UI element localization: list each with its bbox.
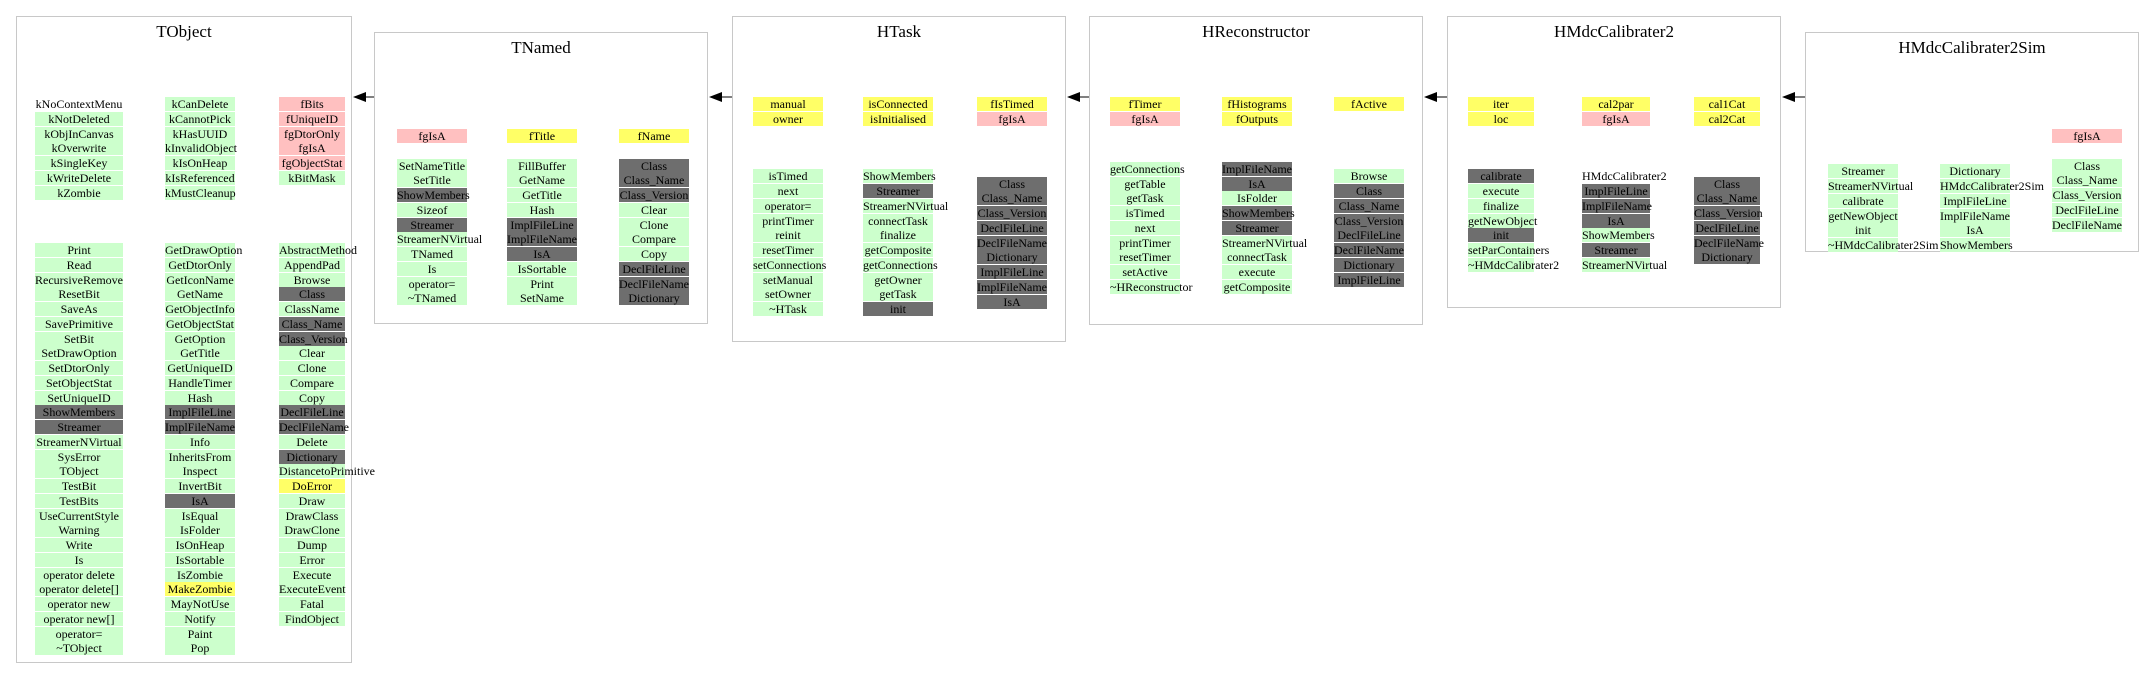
member-pop: Pop bbox=[165, 641, 235, 655]
inheritance-arrowhead bbox=[709, 92, 722, 102]
member-dictionary: Dictionary bbox=[619, 291, 689, 305]
member-operator-new: operator new[] bbox=[35, 612, 123, 626]
member-isa: IsA bbox=[977, 295, 1047, 309]
class-box-hmdccalibrater2sim bbox=[1805, 32, 2139, 252]
member-fgisa: fgIsA bbox=[397, 129, 467, 143]
member-next: next bbox=[753, 184, 823, 198]
member-connecttask: connectTask bbox=[863, 214, 933, 228]
member-class-version: Class_Version bbox=[977, 206, 1047, 221]
member-distancetoprimitive: DistancetoPrimitive bbox=[279, 464, 375, 479]
member-getobjectstat: GetObjectStat bbox=[166, 316, 234, 331]
member-class: Class bbox=[619, 159, 689, 173]
member-getname: GetName bbox=[165, 287, 235, 301]
member-getname: GetName bbox=[507, 173, 577, 187]
member-dictionary: Dictionary bbox=[1694, 250, 1760, 264]
member-streamer: Streamer bbox=[397, 218, 467, 232]
member-tobject: TObject bbox=[35, 464, 123, 478]
member-implfilename: ImplFileName bbox=[1582, 198, 1652, 213]
member-iter: iter bbox=[1468, 97, 1534, 111]
member-class: Class bbox=[1334, 184, 1404, 198]
member-clear: Clear bbox=[619, 203, 689, 217]
member-setparcontainers: setParContainers bbox=[1468, 243, 1550, 258]
member-findobject: FindObject bbox=[279, 612, 345, 626]
member-resettimer: resetTimer bbox=[753, 243, 823, 257]
member-knotdeleted: kNotDeleted bbox=[35, 112, 123, 126]
member-class-version: Class_Version bbox=[1694, 206, 1763, 221]
member-getcomposite: getComposite bbox=[864, 243, 932, 258]
member-class-version: Class_Version bbox=[1334, 213, 1404, 228]
member-dictionary: Dictionary bbox=[1940, 164, 2010, 178]
member-execute: Execute bbox=[279, 568, 345, 582]
member-compare: Compare bbox=[279, 376, 345, 390]
member-fbits: fBits bbox=[279, 97, 345, 111]
class-title: HReconstructor bbox=[1202, 22, 1310, 41]
member-gettask: getTask bbox=[1110, 191, 1180, 205]
member-geticonname: GetIconName bbox=[166, 272, 234, 287]
member-declfilename: DeclFileName bbox=[279, 420, 349, 435]
member-reinit: reinit bbox=[753, 228, 823, 242]
member-showmembers: ShowMembers bbox=[863, 169, 936, 184]
member-streamernvirtual: StreamerNVirtual bbox=[1828, 179, 1914, 194]
member-showmembers: ShowMembers bbox=[1222, 206, 1295, 221]
member-syserror: SysError bbox=[35, 450, 123, 464]
class-title: TNamed bbox=[511, 38, 571, 57]
member-declfilename: DeclFileName bbox=[2052, 217, 2122, 232]
member-inspect: Inspect bbox=[165, 464, 235, 478]
member-ftimer: fTimer bbox=[1110, 97, 1180, 111]
member-fatal: Fatal bbox=[279, 597, 345, 611]
member-streamernvirtual: StreamerNVirtual bbox=[36, 434, 122, 449]
member-compare: Compare bbox=[619, 232, 689, 246]
member-implfilename: ImplFileName bbox=[1222, 161, 1292, 176]
member-implfilename: ImplFileName bbox=[1940, 208, 2010, 223]
member-getconnections: getConnections bbox=[863, 257, 938, 272]
member-showmembers: ShowMembers bbox=[1582, 228, 1655, 243]
member-implfileline: ImplFileLine bbox=[1940, 194, 2010, 208]
member-fgisa: fgIsA bbox=[977, 112, 1047, 126]
member-koverwrite: kOverwrite bbox=[35, 141, 123, 155]
member-class-name: Class_Name bbox=[2052, 173, 2122, 187]
member-streamer: Streamer bbox=[863, 184, 933, 198]
member-streamernvirtual: StreamerNVirtual bbox=[1582, 257, 1668, 272]
member-class: Class bbox=[279, 287, 345, 301]
member-isinitialised: isInitialised bbox=[863, 112, 933, 126]
member-setname: SetName bbox=[507, 291, 577, 305]
member-getowner: getOwner bbox=[863, 273, 933, 287]
member-isa: IsA bbox=[165, 494, 235, 508]
member-execute: execute bbox=[1468, 184, 1534, 198]
member-issortable: IsSortable bbox=[507, 262, 577, 276]
member-browse: Browse bbox=[279, 273, 345, 287]
member-isequal: IsEqual bbox=[165, 509, 235, 523]
member-print: Print bbox=[507, 277, 577, 291]
member-fistimed: fIsTimed bbox=[977, 97, 1047, 111]
member-setdrawoption: SetDrawOption bbox=[35, 346, 123, 360]
member-invertbit: InvertBit bbox=[165, 479, 235, 493]
class-box-tnamed bbox=[374, 32, 708, 324]
member-getconnections: getConnections bbox=[1110, 161, 1185, 176]
member-class-name: Class_Name bbox=[1694, 191, 1760, 205]
member-testbit: TestBit bbox=[35, 479, 123, 493]
member-finalize: finalize bbox=[863, 228, 933, 242]
member-ftitle: fTitle bbox=[507, 129, 577, 143]
member-implfileline: ImplFileLine bbox=[507, 218, 577, 232]
member-istimed: isTimed bbox=[753, 169, 823, 183]
member-sizeof: Sizeof bbox=[397, 203, 467, 217]
member-copy: Copy bbox=[619, 247, 689, 261]
inheritance-arrowhead bbox=[1782, 92, 1795, 102]
member-dictionary: Dictionary bbox=[977, 250, 1047, 264]
member-setconnections: setConnections bbox=[753, 257, 827, 272]
member-showmembers: ShowMembers bbox=[397, 188, 470, 202]
member-getuniqueid: GetUniqueID bbox=[165, 361, 235, 375]
member-cal2par: cal2par bbox=[1582, 97, 1650, 111]
member-setuniqueid: SetUniqueID bbox=[35, 391, 123, 405]
member-knocontextmenu: kNoContextMenu bbox=[35, 97, 123, 111]
member-declfileline: DeclFileLine bbox=[619, 262, 689, 276]
member-error: Error bbox=[279, 553, 345, 567]
member-factive: fActive bbox=[1334, 97, 1404, 111]
member-operator: operator= bbox=[397, 277, 467, 291]
member-hreconstructor: ~HReconstructor bbox=[1110, 279, 1193, 294]
member-maynotuse: MayNotUse bbox=[165, 597, 235, 611]
member-hmdccalibrater2: HMdcCalibrater2 bbox=[1582, 169, 1667, 184]
class-title: TObject bbox=[156, 22, 212, 41]
member-setmanual: setManual bbox=[753, 273, 823, 287]
member-doerror: DoError bbox=[279, 479, 345, 493]
member-tobject: ~TObject bbox=[35, 641, 123, 655]
member-isa: IsA bbox=[1582, 214, 1650, 228]
member-declfilename: DeclFileName bbox=[977, 235, 1047, 250]
member-streamernvirtual: StreamerNVirtual bbox=[397, 232, 483, 247]
member-finalize: finalize bbox=[1468, 199, 1534, 213]
member-setobjectstat: SetObjectStat bbox=[35, 376, 123, 390]
member-classname: ClassName bbox=[279, 302, 345, 316]
member-class-name: Class_Name bbox=[1334, 199, 1404, 213]
member-implfilename: ImplFileName bbox=[165, 420, 235, 435]
member-streamer: Streamer bbox=[1828, 164, 1898, 178]
inheritance-arrowhead bbox=[353, 92, 366, 102]
inheritance-arrowhead bbox=[1067, 92, 1080, 102]
member-copy: Copy bbox=[279, 391, 345, 405]
member-write: Write bbox=[35, 538, 123, 552]
member-ksinglekey: kSingleKey bbox=[35, 156, 123, 170]
member-dictionary: Dictionary bbox=[1334, 258, 1404, 272]
member-getobjectinfo: GetObjectInfo bbox=[165, 302, 235, 317]
member-dump: Dump bbox=[279, 538, 345, 552]
member-kwritedelete: kWriteDelete bbox=[35, 171, 123, 185]
member-isa: IsA bbox=[507, 247, 577, 261]
member-hash: Hash bbox=[165, 391, 235, 405]
member-getnewobject: getNewObject bbox=[1828, 208, 1898, 223]
member-streamer: Streamer bbox=[35, 420, 123, 434]
member-operator-new: operator new bbox=[35, 597, 123, 611]
member-gettitle: GetTitle bbox=[165, 346, 235, 360]
member-hmdccalibrater2: ~HMdcCalibrater2 bbox=[1468, 257, 1560, 272]
member-setdtoronly: SetDtorOnly bbox=[35, 361, 123, 375]
member-cal1cat: cal1Cat bbox=[1694, 97, 1760, 111]
member-kzombie: kZombie bbox=[35, 186, 123, 200]
member-gettable: getTable bbox=[1110, 177, 1180, 191]
member-delete: Delete bbox=[279, 435, 345, 449]
member-issortable: IsSortable bbox=[165, 553, 235, 567]
member-clone: Clone bbox=[619, 218, 689, 232]
member-fgisa: fgIsA bbox=[1110, 112, 1180, 126]
member-isfolder: IsFolder bbox=[165, 523, 235, 537]
member-implfileline: ImplFileLine bbox=[1334, 273, 1404, 287]
member-hmdccalibrater2sim: HMdcCalibrater2Sim bbox=[1940, 179, 2044, 194]
class-box-hreconstructor bbox=[1089, 16, 1423, 325]
member-class-name: Class_Name bbox=[619, 173, 689, 187]
member-declfileline: DeclFileLine bbox=[1334, 228, 1404, 242]
member-owner: owner bbox=[753, 112, 823, 126]
member-implfileline: ImplFileLine bbox=[977, 265, 1047, 279]
member-kisonheap: kIsOnHeap bbox=[165, 156, 235, 170]
member-tnamed: ~TNamed bbox=[397, 291, 467, 305]
member-isa: IsA bbox=[1222, 177, 1292, 191]
class-box-hmdccalibrater2 bbox=[1447, 16, 1781, 308]
member-execute: execute bbox=[1222, 265, 1292, 279]
member-resettimer: resetTimer bbox=[1110, 250, 1180, 264]
member-resetbit: ResetBit bbox=[35, 287, 123, 301]
member-notify: Notify bbox=[165, 612, 235, 626]
member-cal2cat: cal2Cat bbox=[1694, 112, 1760, 126]
member-kcannotpick: kCannotPick bbox=[165, 112, 235, 126]
member-getoption: GetOption bbox=[165, 332, 235, 346]
member-streamernvirtual: StreamerNVirtual bbox=[1222, 235, 1308, 250]
member-setbit: SetBit bbox=[35, 332, 123, 346]
member-is: Is bbox=[35, 553, 123, 567]
member-showmembers: ShowMembers bbox=[1940, 238, 2013, 253]
member-setowner: setOwner bbox=[753, 287, 823, 301]
member-appendpad: AppendPad bbox=[279, 258, 345, 272]
member-class: Class bbox=[977, 177, 1047, 191]
member-implfileline: ImplFileLine bbox=[1582, 184, 1650, 198]
inheritance-arrowhead bbox=[1424, 92, 1437, 102]
member-operator-delete: operator delete[] bbox=[35, 582, 123, 596]
member-implfileline: ImplFileLine bbox=[165, 405, 235, 419]
member-operator: operator= bbox=[753, 199, 823, 213]
member-isconnected: isConnected bbox=[863, 97, 933, 111]
member-clear: Clear bbox=[279, 346, 345, 360]
member-khasuuid: kHasUUID bbox=[165, 127, 235, 141]
member-streamer: Streamer bbox=[1222, 221, 1292, 235]
member-getcomposite: getComposite bbox=[1223, 279, 1291, 294]
member-is: Is bbox=[397, 262, 467, 276]
member-class-version: Class_Version bbox=[619, 188, 689, 202]
class-title: HMdcCalibrater2Sim bbox=[1898, 38, 2046, 57]
member-kisreferenced: kIsReferenced bbox=[165, 170, 235, 185]
member-recursiveremove: RecursiveRemove bbox=[35, 272, 123, 287]
member-fgisa: fgIsA bbox=[279, 141, 345, 155]
class-box-htask bbox=[732, 16, 1066, 342]
member-tnamed: TNamed bbox=[397, 247, 467, 261]
member-dictionary: Dictionary bbox=[279, 450, 345, 464]
member-class: Class bbox=[1694, 177, 1760, 191]
member-fhistograms: fHistograms bbox=[1222, 97, 1292, 111]
class-title: HTask bbox=[876, 22, 922, 41]
member-fname: fName bbox=[619, 129, 689, 143]
member-fillbuffer: FillBuffer bbox=[507, 159, 577, 173]
member-hash: Hash bbox=[507, 203, 577, 217]
member-kbitmask: kBitMask bbox=[279, 171, 345, 185]
member-isonheap: IsOnHeap bbox=[165, 538, 235, 552]
member-setnametitle: SetNameTitle bbox=[398, 158, 466, 173]
member-showmembers: ShowMembers bbox=[35, 405, 123, 419]
member-kmustcleanup: kMustCleanup bbox=[165, 185, 236, 200]
member-drawclass: DrawClass bbox=[279, 509, 345, 523]
member-iszombie: IsZombie bbox=[165, 568, 235, 582]
member-declfileline: DeclFileLine bbox=[2052, 203, 2122, 217]
member-hmdccalibrater2sim: ~HMdcCalibrater2Sim bbox=[1828, 238, 1939, 253]
member-usecurrentstyle: UseCurrentStyle bbox=[35, 509, 123, 523]
member-warning: Warning bbox=[35, 523, 123, 537]
member-init: init bbox=[1828, 223, 1898, 237]
member-testbits: TestBits bbox=[35, 494, 123, 508]
member-makezombie: MakeZombie bbox=[165, 582, 235, 596]
member-kinvalidobject: kInvalidObject bbox=[165, 141, 237, 156]
member-next: next bbox=[1110, 221, 1180, 235]
member-declfileline: DeclFileLine bbox=[977, 221, 1047, 235]
member-paint: Paint bbox=[165, 627, 235, 641]
member-inheritsfrom: InheritsFrom bbox=[165, 450, 235, 464]
member-connecttask: connectTask bbox=[1222, 250, 1292, 264]
member-read: Read bbox=[35, 258, 123, 272]
member-browse: Browse bbox=[1334, 169, 1404, 183]
member-declfileline: DeclFileLine bbox=[1695, 220, 1759, 235]
member-drawclone: DrawClone bbox=[279, 523, 345, 537]
member-gettitle: GetTitle bbox=[507, 188, 577, 202]
member-operator: operator= bbox=[35, 627, 123, 641]
member-fgobjectstat: fgObjectStat bbox=[279, 156, 345, 170]
member-getnewobject: getNewObject bbox=[1468, 213, 1538, 228]
member-class-version: Class_Version bbox=[2052, 188, 2122, 202]
member-operator-delete: operator delete bbox=[35, 568, 123, 582]
member-implfilename: ImplFileName bbox=[507, 232, 577, 247]
member-print: Print bbox=[35, 243, 123, 257]
member-kobjincanvas: kObjInCanvas bbox=[35, 127, 123, 141]
member-class-name: Class_Name bbox=[977, 191, 1047, 205]
member-getdrawoption: GetDrawOption bbox=[165, 243, 243, 258]
member-declfilename: DeclFileName bbox=[1334, 243, 1404, 258]
member-istimed: isTimed bbox=[1110, 206, 1180, 220]
member-fgisa: fgIsA bbox=[2052, 129, 2122, 143]
member-gettask: getTask bbox=[863, 287, 933, 301]
member-draw: Draw bbox=[279, 494, 345, 508]
member-htask: ~HTask bbox=[753, 302, 823, 316]
member-class-name: Class_Name bbox=[279, 317, 345, 331]
member-kcandelete: kCanDelete bbox=[165, 97, 235, 111]
member-saveprimitive: SavePrimitive bbox=[35, 317, 123, 331]
member-executeevent: ExecuteEvent bbox=[279, 582, 346, 597]
member-abstractmethod: AbstractMethod bbox=[279, 243, 357, 258]
member-declfileline: DeclFileLine bbox=[280, 405, 344, 420]
member-init: init bbox=[1468, 228, 1534, 242]
member-foutputs: fOutputs bbox=[1222, 112, 1292, 126]
member-implfilename: ImplFileName bbox=[977, 279, 1047, 294]
member-info: Info bbox=[165, 435, 235, 449]
member-class: Class bbox=[2052, 159, 2122, 173]
member-calibrate: calibrate bbox=[1828, 194, 1898, 208]
member-loc: loc bbox=[1468, 112, 1534, 126]
member-calibrate: calibrate bbox=[1468, 169, 1534, 183]
member-declfilename: DeclFileName bbox=[619, 276, 689, 291]
member-init: init bbox=[863, 302, 933, 316]
member-handletimer: HandleTimer bbox=[165, 376, 235, 390]
member-declfilename: DeclFileName bbox=[1694, 235, 1764, 250]
member-manual: manual bbox=[753, 97, 823, 111]
member-streamer: Streamer bbox=[1582, 243, 1650, 257]
member-isfolder: IsFolder bbox=[1222, 191, 1292, 205]
member-fgisa: fgIsA bbox=[1582, 112, 1650, 126]
member-setactive: setActive bbox=[1110, 265, 1180, 279]
member-clone: Clone bbox=[279, 361, 345, 375]
member-fgdtoronly: fgDtorOnly bbox=[279, 127, 345, 141]
member-class-version: Class_Version bbox=[279, 331, 348, 346]
member-printtimer: printTimer bbox=[1110, 236, 1180, 250]
member-saveas: SaveAs bbox=[35, 302, 123, 316]
member-isa: IsA bbox=[1940, 223, 2010, 237]
class-title: HMdcCalibrater2 bbox=[1554, 22, 1674, 41]
class-box-tobject bbox=[16, 16, 375, 663]
member-settitle: SetTitle bbox=[397, 173, 467, 187]
member-streamernvirtual: StreamerNVirtual bbox=[863, 198, 949, 213]
member-getdtoronly: GetDtorOnly bbox=[165, 258, 235, 272]
member-funiqueid: fUniqueID bbox=[279, 112, 345, 126]
member-printtimer: printTimer bbox=[753, 214, 823, 228]
